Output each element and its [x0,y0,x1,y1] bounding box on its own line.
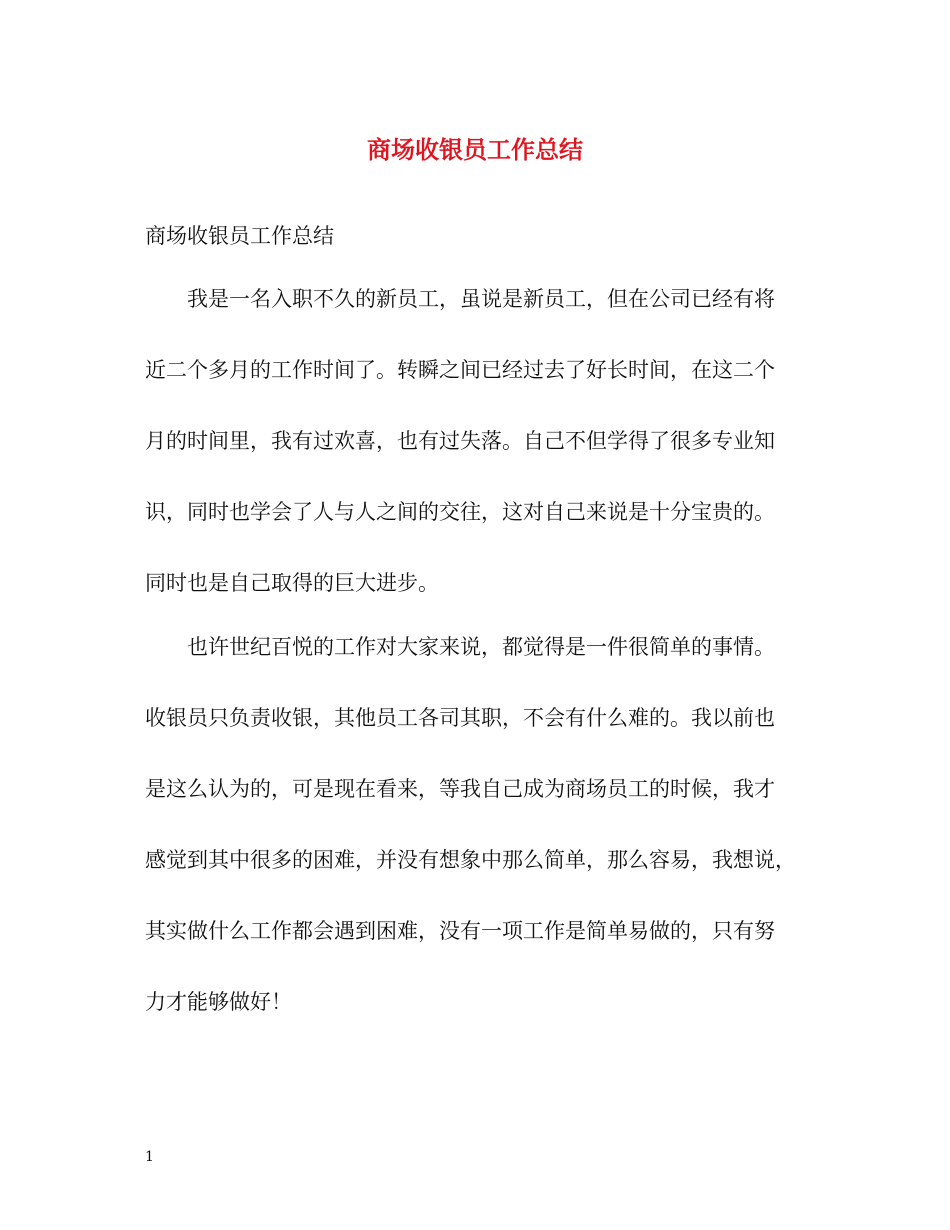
paragraph-2-line-2: 收银员只负责收银，其他员工各司其职，不会有什么难的。我以前也 [145,706,775,730]
page-number: 1 [145,1149,154,1165]
paragraph-1-line-5: 同时也是自己取得的巨大进步。 [145,571,439,595]
document-title: 商场收银员工作总结 [367,135,583,164]
paragraph-2-line-1: 也许世纪百悦的工作对大家来说，都觉得是一件很简单的事情。 [187,635,775,659]
paragraph-2-line-6: 力才能够做好！ [145,990,292,1014]
paragraph-1-line-2: 近二个多月的工作时间了。转瞬之间已经过去了好长时间，在这二个 [145,358,775,382]
paragraph-1-line-4: 识，同时也学会了人与人之间的交往，这对自己来说是十分宝贵的。 [145,500,775,524]
paragraph-2-line-4: 感觉到其中很多的困难，并没有想象中那么简单，那么容易，我想说， [145,848,796,872]
paragraph-1-line-3: 月的时间里，我有过欢喜，也有过失落。自己不但学得了很多专业知 [145,429,775,453]
paragraph-2-line-5: 其实做什么工作都会遇到困难，没有一项工作是简单易做的，只有努 [145,919,775,943]
paragraph-2-line-3: 是这么认为的，可是现在看来，等我自己成为商场员工的时候，我才 [145,777,775,801]
paragraph-1-line-1: 我是一名入职不久的新员工，虽说是新员工，但在公司已经有将 [187,287,775,311]
document-subtitle: 商场收银员工作总结 [145,224,334,248]
